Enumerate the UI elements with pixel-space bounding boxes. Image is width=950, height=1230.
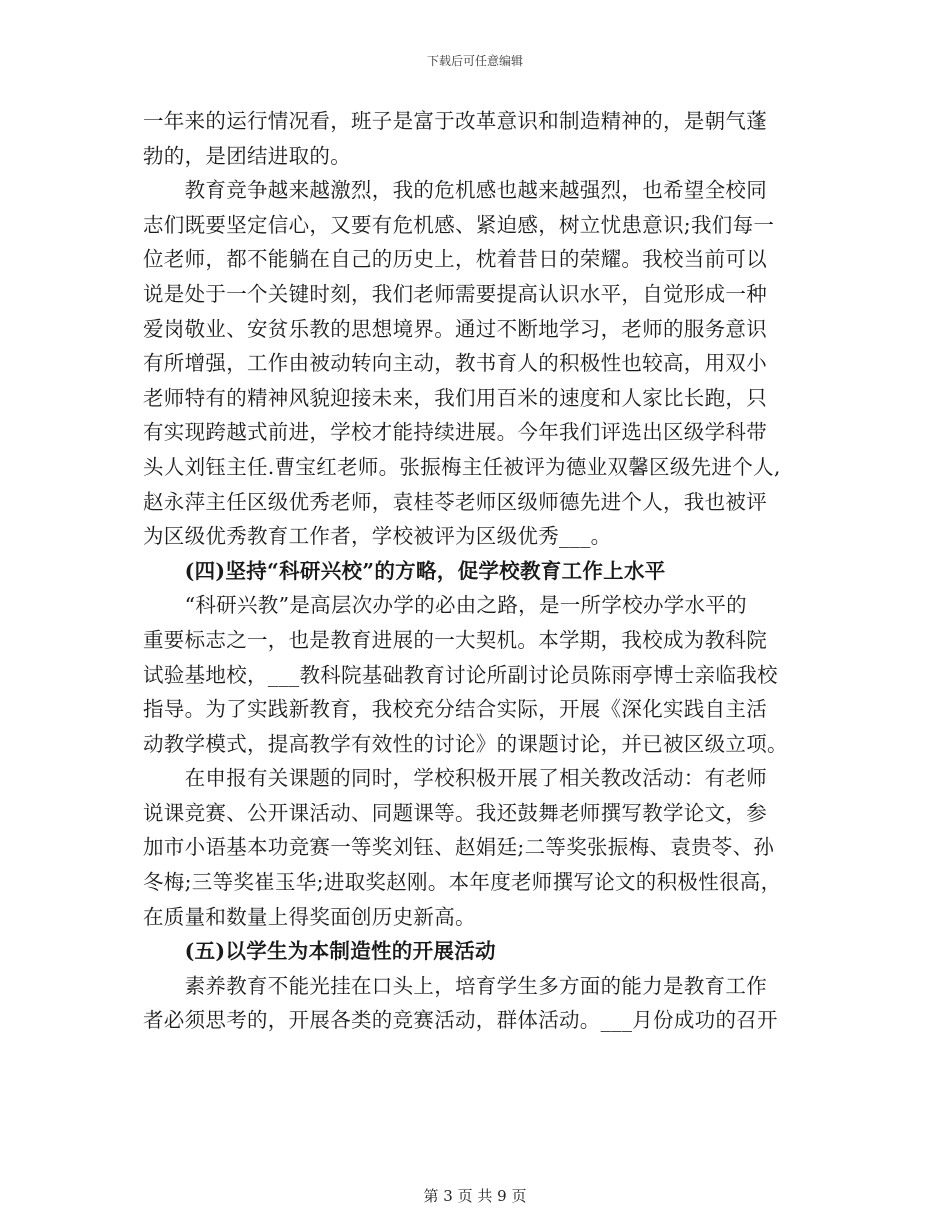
text-line: 为区级优秀教育工作者，学校被评为区级优秀___。 [143,524,612,549]
text-line: 志们既要坚定信心，又要有危机感、紧迫感，树立忧患意识;我们每一 [143,212,775,237]
text-line: 赵永萍主任区级优秀老师，袁桂苓老师区级师德先进个人，我也被评 [143,489,767,514]
text-line: 老师特有的精神风貌迎接未来，我们用百米的速度和人家比长跑，只 [143,385,767,410]
text-line: 说是处于一个关键时刻，我们老师需要提高认识水平，自觉形成一种 [143,281,767,306]
section-heading: (五)以学生为本制造性的开展活动 [143,939,496,964]
page-header: 下载后可任意编辑 [426,54,523,68]
text-line: 指导。为了实践新教育，我校充分结合实际，开展《深化实践自主活 [143,697,767,722]
text-line: 勃的，是团结进取的。 [143,143,351,168]
text-line: 爱岗敬业、安贫乐教的思想境界。通过不断地学习，老师的服务意识 [143,316,767,341]
text-line: 加市小语基本功竞赛一等奖刘钰、赵娟廷;二等奖张振梅、袁贵苓、孙 [143,835,775,860]
text-line: 有实现跨越式前进，学校才能持续进展。今年我们评选出区级学科带 [143,420,767,445]
text-line: 位老师，都不能躺在自己的历史上，枕着昔日的荣耀。我校当前可以 [143,247,767,272]
text-line: 在申报有关课题的同时，学校积极开展了相关教改活动：有老师 [143,766,767,791]
page-number: 第 3 页 共 9 页 [423,1187,527,1205]
text-line: 说课竞赛、公开课活动、同题课等。我还鼓舞老师撰写教学论文，参 [143,800,767,825]
text-line: 一年来的运行情况看，班子是富于改革意识和制造精神的，是朝气蓬 [143,109,767,133]
text-line: 动教学模式，提高教学有效性的讨论》的课题讨论，并已被区级立项。 [143,731,788,756]
text-line: “科研兴教”是高层次办学的必由之路，是一所学校办学水平的 [143,593,747,618]
section-heading: (四)坚持“科研兴校”的方略，促学校教育工作上水平 [143,558,666,583]
text-line: 头人刘钰主任.曹宝红老师。张振梅主任被评为德业双馨区级先进个人, [143,454,781,479]
text-line: 素养教育不能光挂在口头上，培育学生多方面的能力是教育工作 [143,973,767,998]
text-line: 试验基地校，___教科院基础教育讨论所副讨论员陈雨亭博士亲临我校 [143,662,778,687]
text-line: 有所增强，工作由被动转向主动，教书育人的积极性也较高，用双小 [143,351,767,376]
text-line: 在质量和数量上得奖面创历史新高。 [143,904,476,929]
text-line: 冬梅;三等奖崔玉华;进取奖赵刚。本年度老师撰写论文的积极性很高， [143,870,782,895]
text-line: 者必须思考的，开展各类的竞赛活动，群体活动。___月份成功的召开 [143,1008,778,1033]
text-line: 教育竞争越来越激烈，我的危机感也越来越强烈，也希望全校同 [143,178,767,203]
text-line: 重要标志之一，也是教育进展的一大契机。本学期，我校成为教科院 [143,627,767,652]
document-body [143,104,823,1038]
